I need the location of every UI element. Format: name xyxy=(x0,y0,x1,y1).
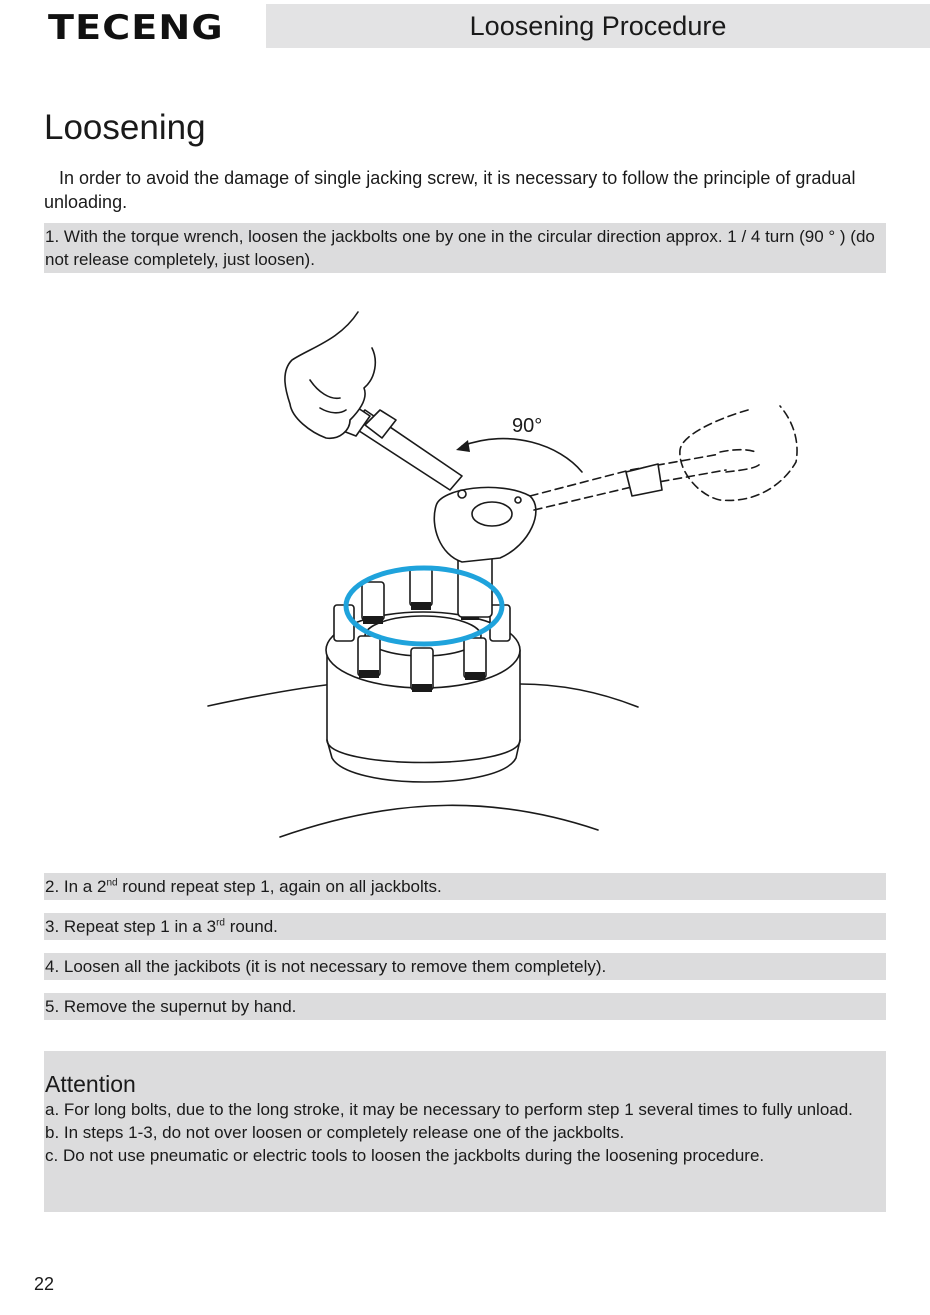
intro-paragraph xyxy=(44,166,886,214)
attention-box xyxy=(44,1051,886,1212)
header-bar xyxy=(266,4,930,48)
step-5-text: 5. Remove the supernut by hand. xyxy=(45,997,297,1016)
step-1-text: 1. With the torque wrench, loosen the jackbolts one by one in the circular direction approx. 1 / 4 turn (90 ° ) (do not release completely, just loosen). xyxy=(45,227,875,269)
attention-item-c: c. Do not use pneumatic or electric tools to loosen the jackbolts during the loosening procedure. xyxy=(45,1146,765,1165)
intro-text: In order to avoid the damage of single jacking screw, it is necessary to follow the principle of gradual unloading. xyxy=(44,168,856,212)
step-2: 2. In a 2nd round repeat step 1, again on all jackbolts. xyxy=(44,873,886,900)
page-title: Loosening xyxy=(44,108,206,147)
section-title: Loosening Procedure xyxy=(469,10,727,41)
jackbolt xyxy=(362,582,384,620)
wrench-handle xyxy=(350,410,462,490)
shaft-curve-lower xyxy=(280,805,598,837)
rotation-arrow xyxy=(462,439,582,472)
step-4-text: 4. Loosen all the jackibots (it is not necessary to remove them completely). xyxy=(45,957,607,976)
attention-heading: Attention xyxy=(45,1071,136,1097)
dashed-wrench xyxy=(530,406,797,510)
teceng-logo: TECENG xyxy=(48,8,224,48)
step-5 xyxy=(44,993,886,1020)
attention-item-a: a. For long bolts, due to the long stroke, it may be necessary to perform step 1 several times to fully unload. xyxy=(45,1100,853,1119)
hand-dashed xyxy=(680,406,797,500)
angle-label: 90° xyxy=(512,415,543,437)
step-4 xyxy=(44,953,886,980)
step-3: 3. Repeat step 1 in a 3rd round. xyxy=(44,913,886,940)
jackbolt xyxy=(411,648,433,690)
jackbolt xyxy=(410,568,432,606)
step-1 xyxy=(44,223,886,273)
page-number: 22 xyxy=(34,1274,55,1294)
torque-wrench-illustration xyxy=(200,300,800,845)
attention-item-b: b. In steps 1-3, do not over loosen or completely release one of the jackbolts. xyxy=(45,1123,625,1142)
shaft-curve-upper-right xyxy=(520,684,638,707)
